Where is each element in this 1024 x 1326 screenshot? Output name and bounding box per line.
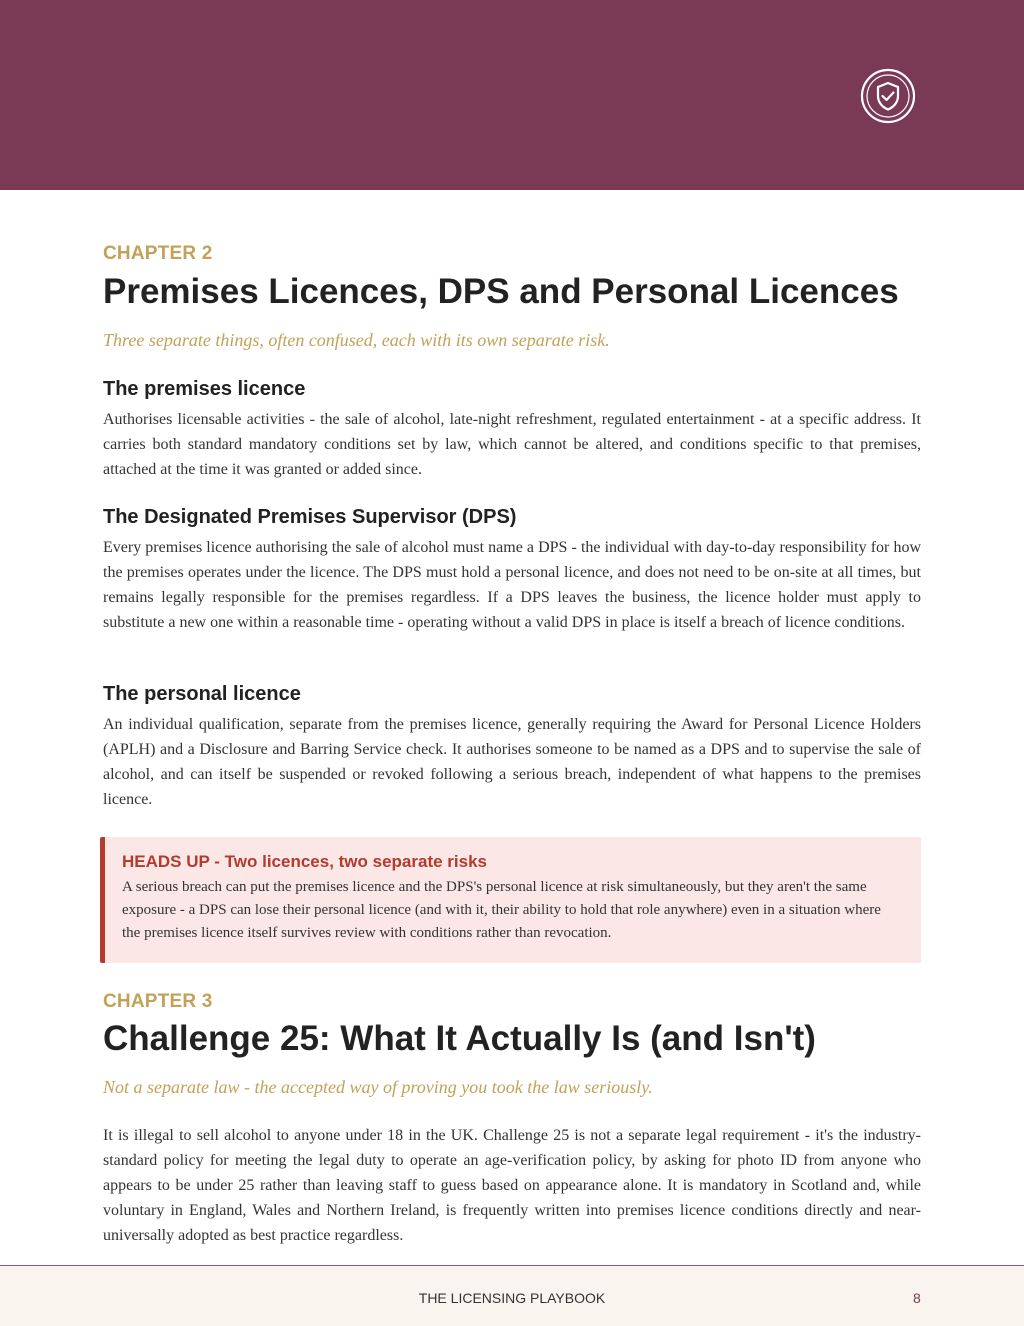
section-body-dps: Every premises licence authorising the sale of alcohol must name a DPS - the individual with day-to-day responsibility for how the premises operates under the licence. The DPS must hold a personal licence, and does not need to be on-site at all times, but remains legally responsible for the premises regardless. If a DPS leaves the business, the licence holder must apply to substitute a new one within a reasonable time - operating without a valid DPS in place is itself a breach of licence conditions. (103, 539, 921, 631)
page-footer (0, 1265, 1024, 1326)
chapter-label: CHAPTER 2 (103, 243, 213, 264)
shield-check-icon (860, 68, 916, 124)
page-number: 8 (913, 1290, 921, 1306)
callout-title: HEADS UP - Two licences, two separate risks (122, 852, 488, 871)
footer-title: THE LICENSING PLAYBOOK (418, 1290, 606, 1306)
chapter-title: Premises Licences, DPS and Personal Licences (103, 272, 899, 311)
section-body-premises-licence: Authorises licensable activities - the sale of alcohol, late-night refreshment, regulated entertainment - at a specific address. It carries both standard mandatory conditions set by law, which cannot be altered, and conditions specific to that premises, attached at the time it was granted or added since. (103, 411, 921, 478)
chapter-body: It is illegal to sell alcohol to anyone under 18 in the UK. Challenge 25 is not a separate legal requirement - it's the industry-standard policy for meeting the legal duty to operate an age-verification policy, by asking for photo ID from anyone who appears to be under 25 rather than leaving staff to guess based on appearance alone. It is mandatory in Scotland and, while voluntary in England, Wales and Northern Ireland, is frequently written into premises licence conditions directly and near-universally adopted as best practice regardless. (103, 1127, 921, 1244)
heads-up-callout (100, 837, 921, 963)
section-heading-premises-licence: The premises licence (103, 378, 306, 400)
section-heading-dps: The Designated Premises Supervisor (DPS) (103, 506, 517, 528)
chapter-title: Challenge 25: What It Actually Is (and Isn't) (103, 1019, 816, 1058)
section-body-personal-licence: An individual qualification, separate from the premises licence, generally requiring the Award for Personal Licence Holders (APLH) and a Disclosure and Barring Service check. It authorises someone to be named as a DPS and to supervise the sale of alcohol, and can itself be suspended or revoked following a serious breach, independent of what happens to the premises licence. (103, 716, 921, 808)
chapter-subtitle: Three separate things, often confused, each with its own separate risk. (103, 330, 610, 350)
chapter-subtitle: Not a separate law - the accepted way of proving you took the law seriously. (103, 1077, 653, 1097)
chapter-label: CHAPTER 3 (103, 991, 213, 1012)
section-heading-personal-licence: The personal licence (103, 683, 301, 705)
header-band (0, 0, 1024, 190)
callout-body: A serious breach can put the premises licence and the DPS's personal licence at risk simultaneously, but they aren't the same exposure - a DPS can lose their personal licence (and with it, their ability to hold that role anywhere) even in a situation where the premises licence itself survives review with conditions rather than revocation. (122, 879, 881, 941)
